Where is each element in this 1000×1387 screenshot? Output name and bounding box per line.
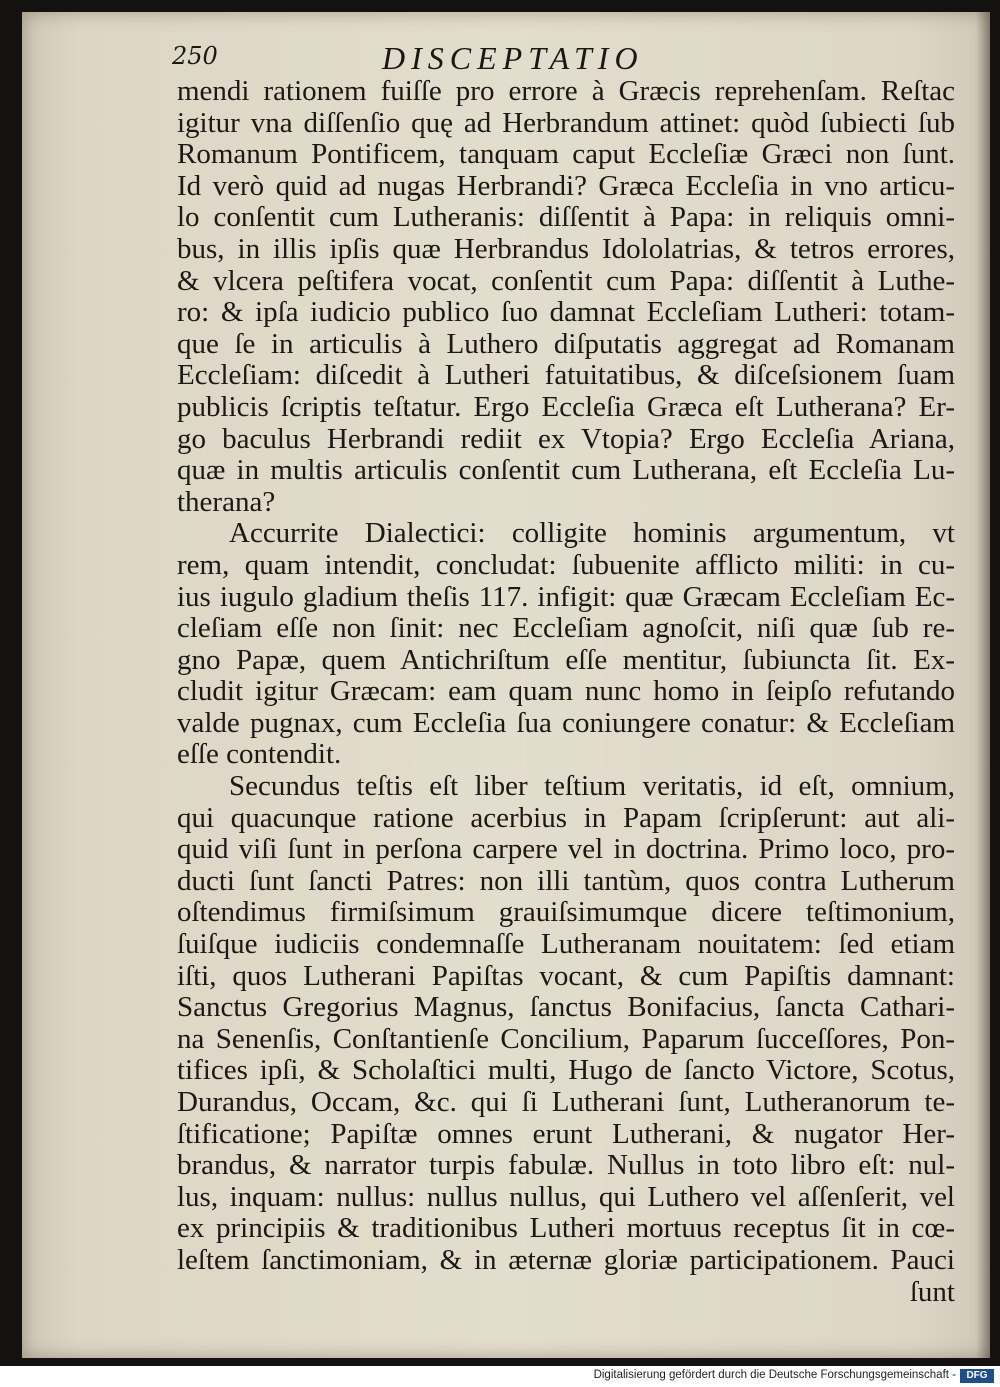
text-line: leſtem ſanctimoniam, & in æternæ gloriæ participationem. Pauci (177, 1243, 955, 1276)
text-line: cleſiam eſſe non ſinit: nec Eccleſiam agnoſcit, niſi quæ ſub re- (177, 612, 955, 645)
text-line: que ſe in articulis à Luthero diſputatis aggregat ad Romanam (177, 327, 955, 360)
text-line: ſtificatione; Papiſtæ omnes erunt Lutherani, & nugator Her- (177, 1117, 955, 1150)
text-line: & vlcera peſtifera vocat, conſentit cum Papa: diſſentit à Luthe- (177, 264, 955, 297)
text-line: ſuiſque iudiciis condemnaſſe Lutheranam nouitatem: ſed etiam (177, 928, 955, 961)
text-line: Id verò quid ad nugas Herbrandi? Græca Eccleſia in vno articu- (177, 169, 955, 202)
text-line: ro: & ipſa iudicio publico ſuo damnat Eccleſiam Lutheri: totam- (177, 296, 955, 329)
text-line: na Senenſis, Conſtantienſe Concilium, Paparum ſucceſſores, Pon- (177, 1022, 955, 1055)
text-line: Eccleſiam: diſcedit à Lutheri fatuitatibus, & diſceſsionem ſuam (177, 359, 955, 392)
text-line: tifices ipſi, & Scholaſtici multi, Hugo de ſancto Victore, Scotus, (177, 1054, 955, 1087)
text-line: gno Papæ, quem Antichriſtum eſſe mentitur, ſubiuncta ſit. Ex- (177, 643, 955, 676)
text-line: valde pugnax, cum Eccleſia ſua coniungere conatur: & Eccleſiam (177, 706, 955, 739)
text-line: oſtendimus firmiſsimum grauiſsimumque dicere teſtimonium, (177, 896, 955, 929)
text-line: ius iugulo gladium theſis 117. infigit: quæ Græcam Eccleſiam Ec- (177, 580, 955, 613)
running-head: DISCEPTATIO (382, 40, 644, 76)
text-line: cludit igitur Græcam: eam quam nunc homo in ſeipſo refutando (177, 675, 955, 708)
text-line: qui quacunque ratione acerbius in Papam ſcripſerunt: aut ali- (177, 801, 955, 834)
funding-credit: Digitalisierung gefördert durch die Deutsche Forschungsgemeinschaft - (593, 1369, 956, 1381)
text-line: lus, inquam: nullus: nullus nullus, qui Luthero vel aſſenſerit, vel (177, 1180, 955, 1213)
text-line: igitur vna diſſenſio quę ad Herbrandum attinet: quòd ſubiecti ſub (177, 106, 955, 139)
book-page (22, 12, 990, 1358)
text-line: bus, in illis ipſis quæ Herbrandus Idololatrias, & tetros errores, (177, 232, 955, 265)
paragraph-start-line: Secundus teſtis eſt liber teſtium veritatis, id eſt, omnium, (229, 770, 955, 803)
text-line: mendi rationem fuiſſe pro errore à Græcis reprehenſam. Reſtac (177, 75, 955, 107)
text-line: quid viſi ſunt in perſona carpere vel in doctrina. Primo loco, pro- (177, 833, 955, 866)
text-line: eſſe contendit. (177, 738, 342, 771)
dfg-logo: DFG (960, 1369, 994, 1383)
text-line: Sanctus Gregorius Magnus, ſanctus Bonifacius, ſancta Cathari- (177, 991, 955, 1024)
catchword: ſunt (909, 1275, 955, 1308)
text-line: ducti ſunt ſancti Patres: non illi tantùm, quos contra Lutherum (177, 864, 955, 897)
footer-bar (0, 1366, 1000, 1387)
text-line: iſti, quos Lutherani Papiſtas vocant, & cum Papiſtis damnant: (177, 959, 955, 992)
text-line: Durandus, Occam, &c. qui ſi Lutherani ſunt, Lutheranorum te- (177, 1086, 955, 1118)
text-line: ex principiis & traditionibus Lutheri mortuus receptus ſit in cœ- (177, 1212, 955, 1245)
text-line: lo conſentit cum Lutheranis: diſſentit à Papa: in reliquis omni- (177, 201, 955, 234)
page-number: 250 (172, 42, 218, 70)
paragraph-start-line: Accurrite Dialectici: colligite hominis argumentum, vt (229, 517, 955, 550)
text-line: brandus, & narrator turpis fabulæ. Nullus in toto libro eſt: nul- (177, 1149, 955, 1182)
text-line: Romanum Pontificem, tanquam caput Eccleſiæ Græci non ſunt. (177, 138, 955, 171)
text-line: publicis ſcriptis teſtatur. Ergo Eccleſia Græca eſt Lutherana? Er- (177, 390, 955, 423)
body-text (177, 76, 955, 1308)
text-line: quæ in multis articulis conſentit cum Lutherana, eſt Eccleſia Lu- (177, 454, 955, 487)
text-line: go baculus Herbrandi rediit ex Vtopia? Ergo Eccleſia Ariana, (177, 422, 955, 455)
text-line: rem, quam intendit, concludat: ſubuenite afflicto militi: in cu- (177, 548, 955, 581)
text-line: therana? (177, 485, 276, 518)
